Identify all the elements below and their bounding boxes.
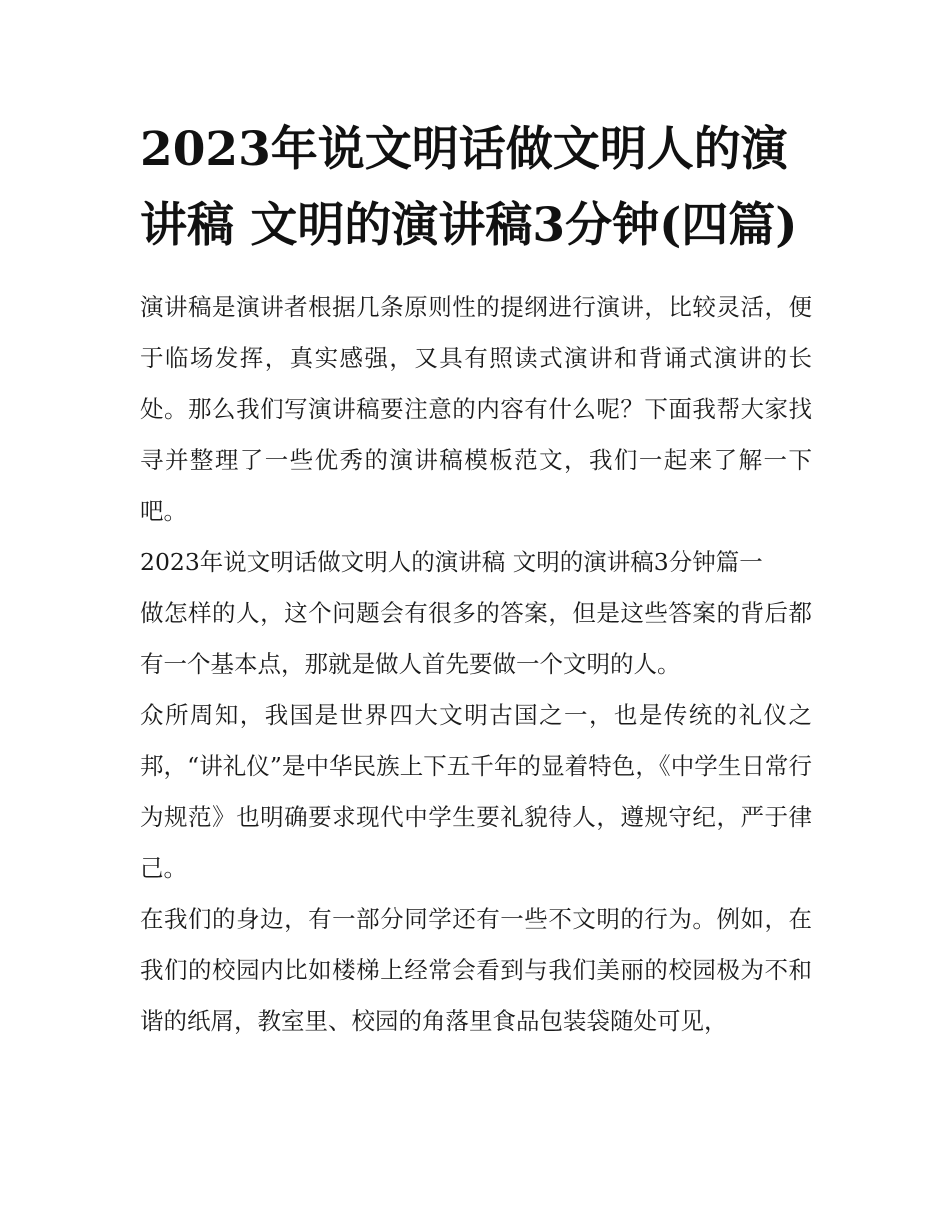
intro-paragraph: 演讲稿是演讲者根据几条原则性的提纲进行演讲，比较灵活，便于临场发挥，真实感强，又具有照读式演讲和背诵式演讲的长处。那么我们写演讲稿要注意的内容有什么呢？下面我帮大家找寻并整理了一些优秀的演讲稿模板范文，我们一起来了解一下吧。 <box>140 293 812 525</box>
document-body <box>140 112 812 1047</box>
document-title: 2023年说文明话做文明人的演讲稿 文明的演讲稿3分钟(四篇) <box>140 122 798 253</box>
body-paragraph: 众所周知，我国是世界四大文明古国之一，也是传统的礼仪之邦，“讲礼仪”是中华民族上下五千年的显着特色，《中学生日常行为规范》也明确要求现代中学生要礼貌待人，遵规守纪，严于律己。 <box>140 701 812 882</box>
body-paragraph: 做怎样的人，这个问题会有很多的答案，但是这些答案的背后都有一个基本点，那就是做人首先要做一个文明的人。 <box>140 599 812 678</box>
section-heading: 2023年说文明话做文明人的演讲稿 文明的演讲稿3分钟篇一 <box>140 548 763 576</box>
body-paragraph: 在我们的身边，有一部分同学还有一些不文明的行为。例如，在我们的校园内比如楼梯上经常会看到与我们美丽的校园极为不和谐的纸屑，教室里、校园的角落里食品包装袋随处可见， <box>140 905 812 1035</box>
